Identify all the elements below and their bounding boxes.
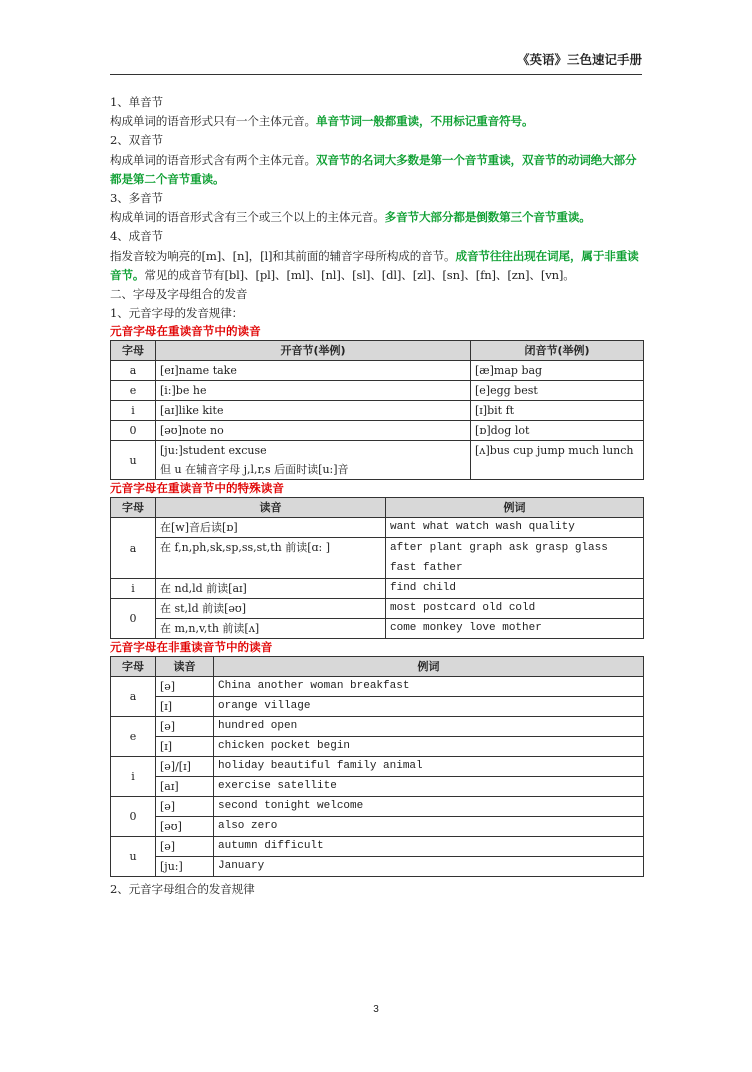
reading-cell: 在 m,n,v,th 前读[ʌ] bbox=[156, 619, 386, 639]
sound-cell: [ə] bbox=[156, 797, 214, 817]
syllable-4-text: 指发音较为响亮的[m]、[n]，[l]和其前面的辅音字母所构成的音节。成音节往往出现在词尾，属于非重读音节。常见的成音节有[bl]、[pl]、[ml]、[nl]、[sl]、[dl]、[zl]、[sn]、[fn]、[zn]、[vn]。 bbox=[110, 248, 639, 282]
stressed-vowel-table bbox=[110, 340, 644, 480]
example-cell: find child bbox=[386, 579, 644, 599]
table-row bbox=[111, 599, 644, 619]
open-cell bbox=[156, 441, 471, 480]
table3-title: 元音字母在非重读音节中的读音 bbox=[110, 640, 273, 655]
sound-cell: [ə] bbox=[156, 837, 214, 857]
example-cell: holiday beautiful family animal bbox=[214, 757, 644, 777]
page-content bbox=[110, 93, 644, 900]
open-cell: [i:]be he bbox=[156, 381, 471, 401]
example-cell: January bbox=[214, 857, 644, 877]
open-cell: [aɪ]like kite bbox=[156, 401, 471, 421]
syllable-2-heading: 2、双音节 bbox=[110, 133, 164, 148]
table3-header-sound: 读音 bbox=[156, 657, 214, 677]
table-row bbox=[111, 677, 644, 697]
page-header bbox=[110, 52, 642, 75]
example-cell: exercise satellite bbox=[214, 777, 644, 797]
table2-header-example: 例词 bbox=[386, 498, 644, 518]
letter-cell: a bbox=[111, 518, 156, 579]
table-row bbox=[111, 797, 644, 817]
table-row bbox=[111, 441, 644, 480]
open-cell: [eɪ]name take bbox=[156, 361, 471, 381]
sound-cell: [ɪ] bbox=[156, 737, 214, 757]
section-2-heading: 二、字母及字母组合的发音 bbox=[110, 287, 248, 302]
syllable-2-text: 构成单词的语音形式含有两个主体元音。双音节的名词大多数是第一个音节重读，双音节的动词绝大部分都是第二个音节重读。 bbox=[110, 152, 637, 186]
example-cell: most postcard old cold bbox=[386, 599, 644, 619]
example-cell: autumn difficult bbox=[214, 837, 644, 857]
table1-title: 元音字母在重读音节中的读音 bbox=[110, 324, 261, 339]
reading-cell: 在 f,n,ph,sk,sp,ss,st,th 前读[ɑ: ] bbox=[156, 538, 386, 579]
table2-header-letter: 字母 bbox=[111, 498, 156, 518]
table-row bbox=[111, 757, 644, 777]
sound-cell: [ə]/[ɪ] bbox=[156, 757, 214, 777]
example-cell: orange village bbox=[214, 697, 644, 717]
reading-cell: 在[w]音后读[ɒ] bbox=[156, 518, 386, 538]
syllable-3-text: 构成单词的语音形式含有三个或三个以上的主体元音。多音节大部分都是倒数第三个音节重读。 bbox=[110, 210, 591, 225]
letter-cell: 0 bbox=[111, 421, 156, 441]
letter-cell: u bbox=[111, 441, 156, 480]
sound-cell: [aɪ] bbox=[156, 777, 214, 797]
table-row bbox=[111, 857, 644, 877]
special-reading-table bbox=[110, 497, 644, 639]
letter-cell: e bbox=[111, 717, 156, 757]
table1-header-closed: 闭音节(举例) bbox=[471, 341, 644, 361]
table-row bbox=[111, 837, 644, 857]
table-row bbox=[111, 579, 644, 599]
example-cell: second tonight welcome bbox=[214, 797, 644, 817]
closed-cell: [æ]map bag bbox=[471, 361, 644, 381]
table-row bbox=[111, 697, 644, 717]
reading-cell: 在 nd,ld 前读[aɪ] bbox=[156, 579, 386, 599]
sound-cell: [ju:] bbox=[156, 857, 214, 877]
example-cell: chicken pocket begin bbox=[214, 737, 644, 757]
table-row bbox=[111, 361, 644, 381]
letter-cell: i bbox=[111, 579, 156, 599]
table3-header-letter: 字母 bbox=[111, 657, 156, 677]
open-cell: [əʊ]note no bbox=[156, 421, 471, 441]
example-cell: China another woman breakfast bbox=[214, 677, 644, 697]
sound-cell: [ə] bbox=[156, 717, 214, 737]
table-row bbox=[111, 401, 644, 421]
syllable-4-heading: 4、成音节 bbox=[110, 229, 164, 244]
closed-cell: [ʌ]bus cup jump much lunch bbox=[471, 441, 644, 480]
page-number: 3 bbox=[373, 1004, 379, 1015]
letter-cell: 0 bbox=[111, 797, 156, 837]
table-row bbox=[111, 737, 644, 757]
table-row bbox=[111, 518, 644, 538]
letter-cell: i bbox=[111, 757, 156, 797]
table-row bbox=[111, 817, 644, 837]
table-row bbox=[111, 717, 644, 737]
reading-cell: 在 st,ld 前读[əʊ] bbox=[156, 599, 386, 619]
closed-cell: [ɒ]dog lot bbox=[471, 421, 644, 441]
syllable-1-heading: 1、单音节 bbox=[110, 95, 164, 109]
letter-cell: 0 bbox=[111, 599, 156, 639]
sound-cell: [ɪ] bbox=[156, 697, 214, 717]
example-cell: after plant graph ask grasp glass fast father bbox=[386, 538, 644, 579]
table2-title: 元音字母在重读音节中的特殊读音 bbox=[110, 481, 284, 496]
table1-header-letter: 字母 bbox=[111, 341, 156, 361]
example-cell: want what watch wash quality bbox=[386, 518, 644, 538]
sound-cell: [ə] bbox=[156, 677, 214, 697]
letter-cell: a bbox=[111, 677, 156, 717]
table2-header-reading: 读音 bbox=[156, 498, 386, 518]
letter-cell: a bbox=[111, 361, 156, 381]
letter-cell: i bbox=[111, 401, 156, 421]
example-cell: come monkey love mother bbox=[386, 619, 644, 639]
sound-cell: [əʊ] bbox=[156, 817, 214, 837]
header-title: 《英语》三色速记手册 bbox=[516, 52, 642, 67]
table-row bbox=[111, 538, 644, 579]
table3-header-example: 例词 bbox=[214, 657, 644, 677]
syllable-3-heading: 3、多音节 bbox=[110, 191, 164, 206]
example-cell: hundred open bbox=[214, 717, 644, 737]
open-line-1: [ju:]student excuse bbox=[160, 444, 267, 458]
section-2-sub1: 1、元音字母的发音规律： bbox=[110, 306, 244, 321]
closed-cell: [ɪ]bit ft bbox=[471, 401, 644, 421]
table-row bbox=[111, 381, 644, 401]
table-row bbox=[111, 619, 644, 639]
table1-header-open: 开音节(举例) bbox=[156, 341, 471, 361]
closed-cell: [e]egg best bbox=[471, 381, 644, 401]
letter-cell: e bbox=[111, 381, 156, 401]
table-row bbox=[111, 777, 644, 797]
letter-cell: u bbox=[111, 837, 156, 877]
syllable-1-text: 构成单词的语音形式只有一个主体元音。单音节词一般都重读，不用标记重音符号。 bbox=[110, 114, 534, 129]
open-line-2: 但 u 在辅音字母 j,l,r,s 后面时读[u:]音 bbox=[160, 463, 349, 477]
section-2-sub2: 2、元音字母组合的发音规律 bbox=[110, 882, 255, 897]
unstressed-vowel-table bbox=[110, 656, 644, 877]
example-cell: also zero bbox=[214, 817, 644, 837]
table-row bbox=[111, 421, 644, 441]
